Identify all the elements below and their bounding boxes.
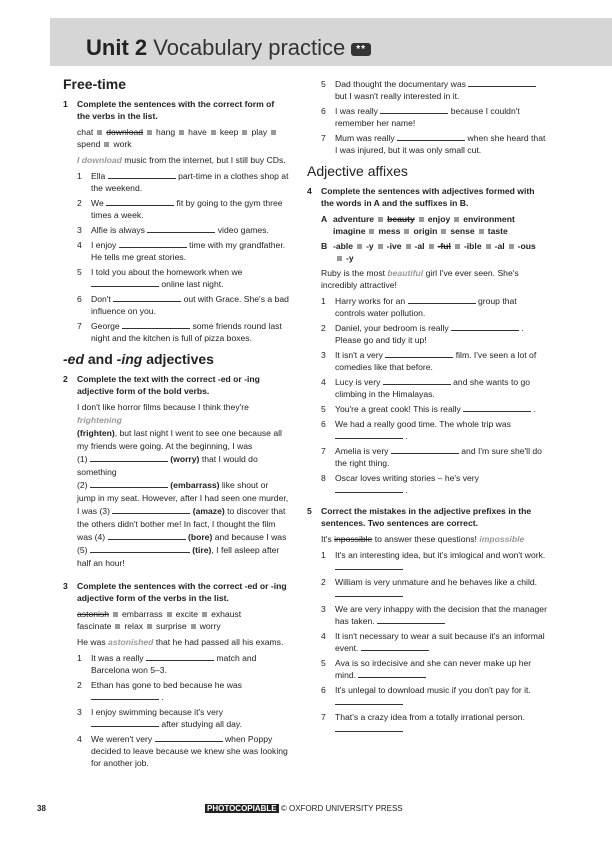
exercise-item: 7 Mum was really when she heard that I was injured, but it was only small cut. bbox=[321, 133, 546, 155]
unit-label: Unit 2 bbox=[86, 35, 148, 60]
exercise-2-instruction: 2 Complete the text with the correct -ed or -ing adjective form of the bold verbs. bbox=[63, 374, 260, 396]
exercise-item: 6 It's unlegal to download music if you don't pay for it. bbox=[321, 684, 547, 708]
exercise-item: 3 It isn't a very film. I've seen a lot of comedies like that before. bbox=[321, 350, 537, 372]
answer-blank[interactable] bbox=[106, 197, 174, 206]
exercise-item: 2 William is very unmature and he behaves like a child. bbox=[321, 576, 547, 600]
title-text: Vocabulary practice bbox=[153, 35, 346, 60]
exercise-4-instruction: 4 Complete the sentences with adjectives formed with the words in A and the suffixes in B. bbox=[307, 186, 535, 208]
answer-blank[interactable] bbox=[155, 733, 223, 742]
section-title-free-time: Free-time bbox=[63, 76, 127, 92]
answer-blank[interactable] bbox=[91, 718, 159, 727]
page-number: 38 bbox=[37, 804, 46, 813]
exercise-item: 6 I was really because I couldn't remember her name! bbox=[321, 106, 520, 128]
exercise-item: 1 Ella part-time in a clothes shop at the weekend. bbox=[77, 171, 289, 193]
answer-blank[interactable] bbox=[146, 652, 214, 661]
right-column bbox=[307, 78, 547, 738]
answer-blank[interactable] bbox=[335, 696, 403, 705]
exercise-5-instruction: 5 Correct the mistakes in the adjective prefixes in the sentences. Two sentences are correct. bbox=[307, 506, 532, 528]
example-sentence: He was astonished that he had passed all his exams. bbox=[77, 637, 284, 647]
answer-blank[interactable] bbox=[380, 105, 448, 114]
exercise-2-text: I don't like horror films because I think they're frightening (frighten), but last night I went to see one because all my friends were going. At the beginning, I was (1) (worry) that I would do something (2) (embarrass) like shout or jump in my seat. However, after I had seen one murder, I was (3) (amaze) to discover that the others didn't bother me! In fact, I thought the film was (4) (bore) and because I was (5) (tire), I fell asleep after half an hour! bbox=[77, 402, 289, 568]
exercise-item: 6 Don't out with Grace. She's a bad influence on you. bbox=[77, 294, 289, 316]
copyright-line: PHOTOCOPIABLE © OXFORD UNIVERSITY PRESS bbox=[207, 804, 403, 813]
section-title-adjective-affixes: Adjective affixes bbox=[307, 163, 408, 179]
answer-blank[interactable] bbox=[108, 170, 176, 179]
exercise-item: 3 Alfie is always video games. bbox=[77, 225, 269, 235]
answer-blank[interactable] bbox=[468, 78, 536, 87]
word-list-3: astonish embarrass excite exhaust fascinate relax surprise worry bbox=[77, 609, 242, 631]
answer-blank[interactable] bbox=[90, 544, 190, 553]
answer-blank[interactable] bbox=[119, 239, 187, 248]
exercise-item: 5 You're a great cook! This is really . bbox=[321, 404, 537, 414]
exercise-item: 4 Lucy is very and she wants to go climbing in the Himalayas. bbox=[321, 377, 531, 399]
word-box-b: B -able -y -ive -al -ful -ible -al -ous-y bbox=[321, 241, 536, 263]
exercise-item: 4 We weren't very when Poppy decided to leave because we knew she was looking for another job. bbox=[77, 734, 288, 768]
answer-blank[interactable] bbox=[361, 642, 429, 651]
answer-blank[interactable] bbox=[391, 445, 459, 454]
exercise-item: 2 Ethan has gone to bed because he was . bbox=[77, 680, 242, 702]
answer-blank[interactable] bbox=[122, 320, 190, 329]
exercise-item: 2 We fit by going to the gym three times a week. bbox=[77, 198, 283, 220]
answer-blank[interactable] bbox=[377, 615, 445, 624]
left-column bbox=[63, 78, 289, 772]
answer-blank[interactable] bbox=[112, 505, 190, 514]
example-sentence: I download music from the internet, but I still buy CDs. bbox=[77, 155, 286, 165]
word-box-a: A adventure beauty enjoy environment imagine mess origin sense taste bbox=[321, 214, 515, 236]
answer-blank[interactable] bbox=[408, 295, 476, 304]
example-sentence: Ruby is the most beautiful girl I've ever seen. She's incredibly attractive! bbox=[321, 268, 519, 290]
answer-blank[interactable] bbox=[335, 588, 403, 597]
answer-blank[interactable] bbox=[335, 561, 403, 570]
example-sentence: It's inpossible to answer these questions! impossible bbox=[321, 534, 525, 544]
answer-blank[interactable] bbox=[335, 723, 403, 732]
exercise-item: 7 George some friends round last night and the kitchen is full of pizza boxes. bbox=[77, 321, 282, 343]
word-list-1: chat download hang have keep play spend work bbox=[77, 126, 289, 150]
exercise-item: 8 Oscar loves writing stories – he's very . bbox=[321, 473, 479, 495]
answer-blank[interactable] bbox=[397, 132, 465, 141]
exercise-item: 7 Amelia is very and I'm sure she'll do the right thing. bbox=[321, 446, 542, 468]
answer-blank[interactable] bbox=[335, 430, 403, 439]
answer-blank[interactable] bbox=[90, 453, 168, 462]
answer-blank[interactable] bbox=[383, 376, 451, 385]
exercise-item: 1 It was a really match and Barcelona won 5–3. bbox=[77, 653, 257, 675]
answer-blank[interactable] bbox=[451, 322, 519, 331]
page-title bbox=[86, 35, 371, 61]
answer-blank[interactable] bbox=[91, 691, 159, 700]
unit-header bbox=[50, 18, 612, 66]
exercise-item: 5 Ava is so irdecisive and she can never make up her mind. bbox=[321, 658, 532, 680]
exercise-item: 4 It isn't necessary to wear a suit because it's an informal event. bbox=[321, 631, 545, 653]
answer-blank[interactable] bbox=[147, 224, 215, 233]
answer-blank[interactable] bbox=[113, 293, 181, 302]
answer-blank[interactable] bbox=[91, 278, 159, 287]
exercise-item: 5 Dad thought the documentary was but I wasn't really interested in it. bbox=[321, 78, 547, 102]
answer-blank[interactable] bbox=[108, 531, 186, 540]
exercise-item: 1 Harry works for an group that controls water pollution. bbox=[321, 296, 517, 318]
answer-blank[interactable] bbox=[358, 669, 426, 678]
answer-blank[interactable] bbox=[90, 479, 168, 488]
exercise-item: 3 We are very inhappy with the decision that the manager has taken. bbox=[321, 604, 547, 626]
section-title-ed-ing: -ed and -ing adjectives bbox=[63, 351, 214, 367]
exercise-item: 4 I enjoy time with my grandfather. He tells me great stories. bbox=[77, 240, 286, 262]
answer-blank[interactable] bbox=[335, 484, 403, 493]
exercise-item: 1 It's an interesting idea, but it's imlogical and won't work. bbox=[321, 549, 547, 573]
exercise-item: 2 Daniel, your bedroom is really . Please go and tidy it up! bbox=[321, 323, 524, 345]
exercise-item: 5 I told you about the homework when we online last night. bbox=[77, 267, 243, 289]
difficulty-badge: ** bbox=[351, 43, 371, 56]
exercise-item: 3 I enjoy swimming because it's very after studying all day. bbox=[77, 707, 242, 729]
exercise-item: 7 That's a crazy idea from a totally irrational person. bbox=[321, 711, 547, 735]
exercise-3-instruction: 3 Complete the sentences with the correct -ed or -ing adjective form of the verbs in the list. bbox=[63, 581, 287, 603]
answer-blank[interactable] bbox=[463, 403, 531, 412]
answer-blank[interactable] bbox=[385, 349, 453, 358]
exercise-item: 6 We had a really good time. The whole trip was . bbox=[321, 419, 511, 441]
exercise-1-instruction: 1 Complete the sentences with the correct form of the verbs in the list. bbox=[63, 99, 275, 121]
